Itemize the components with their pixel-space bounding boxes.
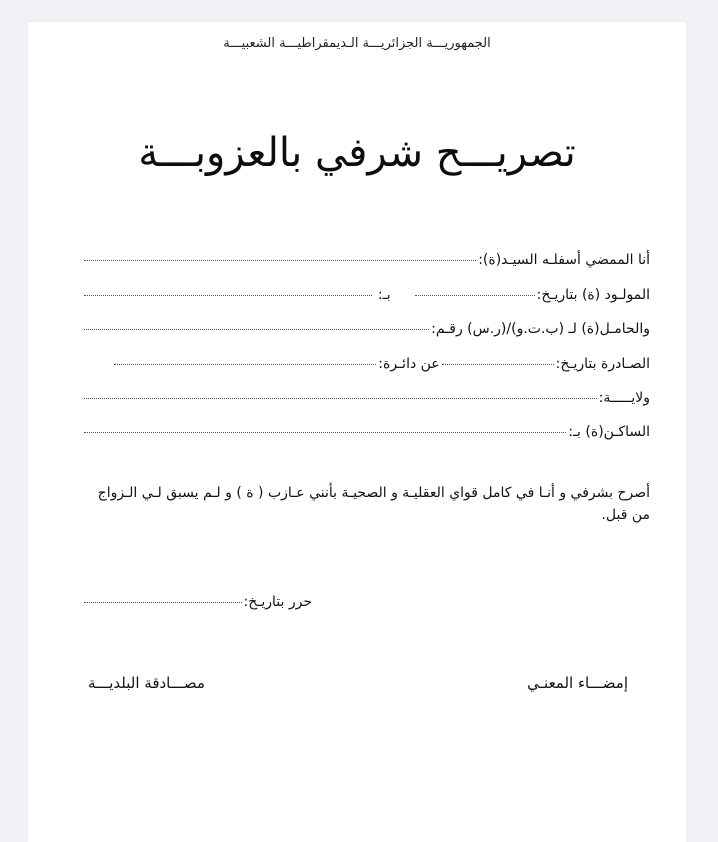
field-id-number-label: والحامـل(ة) لـ (ب.ت.و)/(ر.س) رقـم: [431,321,650,337]
field-residence [82,424,650,440]
field-issue-date-label: الصـادرة بتاريـخ: [555,356,650,372]
field-residence-label: الساكـن(ة) بـ: [568,424,650,440]
field-birth-place-input[interactable] [84,295,372,296]
field-issued [112,356,650,372]
field-birth-date-input[interactable] [415,295,535,296]
field-name [82,252,650,268]
field-birth-place-label: بـ: [377,287,391,303]
field-wilaya [82,390,650,406]
field-birth [82,287,650,303]
document-title: تصريـــح شرفي بالعزوبـــة [138,130,576,176]
issued-on [82,594,312,610]
field-residence-input[interactable] [84,432,566,433]
field-name-label: أنا الممضي أسفلـه السيـد(ة): [478,252,650,268]
declaration-text: أصرح بشرفي و أنـا في كامل قواي العقليـة و الصحيـة بأنني عـازب ( ة ) و لـم يسبق لـي الـزواج من قبل. [97,485,650,523]
issued-on-input[interactable] [84,602,242,603]
signature-applicant: إمضـــاء المعنـي [527,674,628,692]
field-issue-date-input[interactable] [442,364,554,365]
signature-municipality: مصـــادقة البلديـــة [88,674,205,692]
field-wilaya-input[interactable] [84,398,597,399]
field-id-number-input[interactable] [84,329,429,330]
field-id-number [82,321,650,337]
document-page [28,22,686,842]
field-wilaya-label: ولايـــــة: [598,390,650,406]
issued-on-label: حرر بتاريـخ: [243,594,312,610]
field-daira-input[interactable] [114,364,376,365]
field-birth-date-label: المولـود (ة) بتاريـخ: [536,287,650,303]
document-header: الجمهوريـــة الجزائريـــة الـديمقراطيـــة الشعبيـــة [223,36,491,51]
field-name-input[interactable] [84,260,476,261]
field-daira-label: عن دائـرة: [378,356,440,372]
